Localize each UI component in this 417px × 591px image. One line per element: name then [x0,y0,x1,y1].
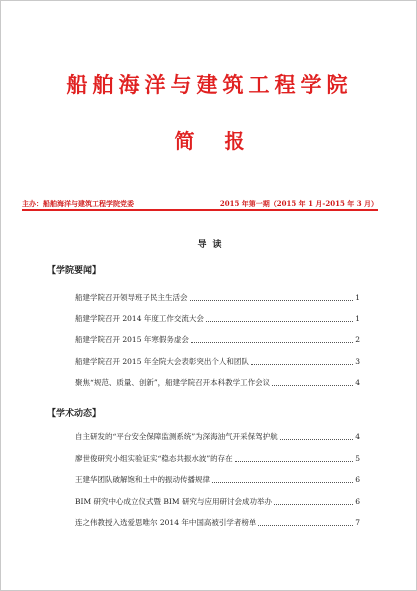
toc-item-page: 7 [355,518,360,527]
toc-item-title: 自主研发的“平台安全保障监测系统”为深海油气开采保驾护航 [75,432,278,441]
sponsor-text: 主办：船舶海洋与建筑工程学院党委 [22,199,134,208]
dot-leader [191,342,353,343]
dot-leader [274,504,353,505]
toc-item[interactable] [75,518,360,528]
toc-item-title: BIM 研究中心成立仪式暨 BIM 研究与应用研讨会成功举办 [75,497,272,506]
toc-item-page: 2 [355,335,360,344]
toc-item-title: 船建学院召开 2014 年度工作交流大会 [75,314,204,323]
toc-item-page: 4 [355,378,360,387]
brief-title: 简报 [174,129,275,153]
toc-item[interactable] [75,454,360,464]
toc-item-page: 1 [355,314,360,323]
toc-item[interactable] [75,357,360,367]
issue-text: 2015 年第一期（2015 年 1 月-2015 年 3 月） [219,199,378,208]
toc-item-page: 3 [355,357,360,366]
toc-item-page: 5 [355,454,360,463]
dot-leader [235,461,354,462]
issue-line [22,199,378,209]
dot-leader [190,300,354,301]
toc-item-page: 6 [355,475,360,484]
toc-item-title: 连之伟教授入选爱思唯尔 2014 年中国高被引学者榜单 [75,518,257,527]
toc-item[interactable] [75,314,360,324]
dot-leader [212,482,353,483]
dot-leader [272,385,353,386]
toc-item-title: 廖世俊研究小组实验证实“稳态共振水波”的存在 [75,454,233,463]
toc-item[interactable] [75,497,360,507]
toc-item-page: 1 [355,293,360,302]
toc-item-title: 船建学院召开领导班子民主生活会 [75,293,188,302]
section-heading-research: 【学术动态】 [47,409,102,419]
dot-leader [258,525,353,526]
toc-item[interactable] [75,378,360,388]
toc-item-page: 4 [355,432,360,441]
toc-item[interactable] [75,475,360,485]
toc-title: 导读 [197,240,228,250]
toc-item-title: 王建华团队破解饱和土中的振动传播规律 [75,475,210,484]
toc-item-title: 聚焦“规范、质量、创新”，船建学院召开本科教学工作会议 [75,378,271,387]
toc-item-title: 船建学院召开 2015 年全院大会表彰突出个人和团队 [75,357,249,366]
dot-leader [280,439,354,440]
section-heading-news: 【学院要闻】 [47,266,102,276]
toc-item[interactable] [75,432,360,442]
toc-item[interactable] [75,293,360,303]
dot-leader [206,321,353,322]
toc-item-title: 船建学院召开 2015 年寒假务虚会 [75,335,189,344]
toc-item[interactable] [75,335,360,345]
toc-item-page: 6 [355,497,360,506]
header-divider [22,209,378,211]
institution-title: 船舶海洋与建筑工程学院 [66,72,353,97]
dot-leader [251,364,353,365]
